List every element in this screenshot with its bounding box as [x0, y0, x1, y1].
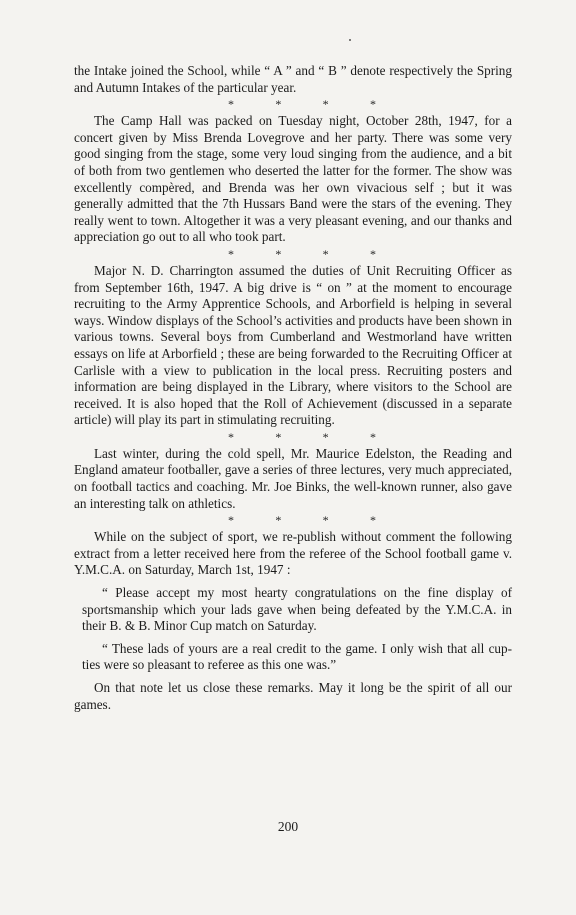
paragraph-recruiting: Major N. D. Charrington assumed the duties of Unit Recruiting Officer as from September 16th, 1947. A big drive is “ on ” at the moment to encourage recruiting to the Army Apprentice Schools, and Arborfield is helping in several ways. Window displays of the School’s activities and products have been shown in various towns. Several boys from Cumberland and Westmorland have written essays on life at Arborfield ; these are being forwarded to the Recruiting Officer at Carlisle with a view to publication in the local press. Recruiting posters and information are being displayed in the Library, where visitors to the School are received. It is also hoped that the Roll of Achievement (discussed in a separate article) will play its part in stimulating recruiting.	[74, 262, 512, 428]
letter-quote: “ Please accept my most hearty congratulations on the fine display of sportsmanship which your lads gave when being defeated by the Y.M.C.A. in their B. & B. Minor Cup match on Saturday.	[82, 585, 512, 634]
section-separator	[228, 430, 376, 444]
separator-star: *	[322, 429, 329, 444]
separator-star: *	[228, 429, 234, 444]
section-separator	[228, 247, 376, 261]
section-separator	[228, 513, 376, 527]
separator-star: *	[369, 97, 376, 112]
section-separator	[228, 97, 376, 111]
separator-star: *	[369, 246, 376, 261]
page-body	[74, 63, 512, 713]
separator-star: *	[322, 513, 329, 528]
separator-star: *	[275, 246, 282, 261]
paper-speck	[349, 39, 351, 41]
paragraph-camp-hall: The Camp Hall was packed on Tuesday night, October 28th, 1947, for a concert given by Miss Brenda Lovegrove and her party. There was some very good singing from the stage, some very loud singing from the audience, and a bit of both from two gentlemen who deserted the latter for the former. The show was excellently compèred, and Brenda was her own vivacious self ; but it was generally admitted that the 7th Hussars Band were the stars of the evening. They really went to town. Altogether it was a very pleasant evening, and our thanks and appreciation go out to all who took part.	[74, 113, 512, 245]
separator-star: *	[275, 513, 282, 528]
paragraph-sport-intro: While on the subject of sport, we re-publish without comment the following extract from a letter received here from the referee of the School football game v. Y.M.C.A. on Saturday, March 1st, 1947 :	[74, 529, 512, 578]
paragraph-closing: On that note let us close these remarks. May it long be the spirit of all our games.	[74, 680, 512, 712]
separator-star: *	[228, 513, 234, 528]
letter-quote: “ These lads of yours are a real credit to the game. I only wish that all cup-ties were so pleasant to referee as this one was.”	[82, 640, 512, 673]
paragraph-intake-end: the Intake joined the School, while “ A ” and “ B ” denote respectively the Spring and Autumn Intakes of the particular year.	[74, 63, 512, 95]
paragraph-lectures: Last winter, during the cold spell, Mr. Maurice Edelston, the Reading and England amateur footballer, gave a series of three lectures, very much appreciated, on football tactics and coaching. Mr. Joe Binks, the well-known runner, also gave an interesting talk on athletics.	[74, 445, 512, 511]
separator-star: *	[322, 246, 329, 261]
separator-star: *	[275, 97, 282, 112]
separator-star: *	[228, 246, 234, 261]
separator-star: *	[275, 429, 282, 444]
separator-star: *	[369, 513, 376, 528]
separator-star: *	[322, 97, 329, 112]
separator-star: *	[228, 97, 234, 112]
separator-star: *	[369, 429, 376, 444]
page-number: 200	[277, 819, 299, 834]
